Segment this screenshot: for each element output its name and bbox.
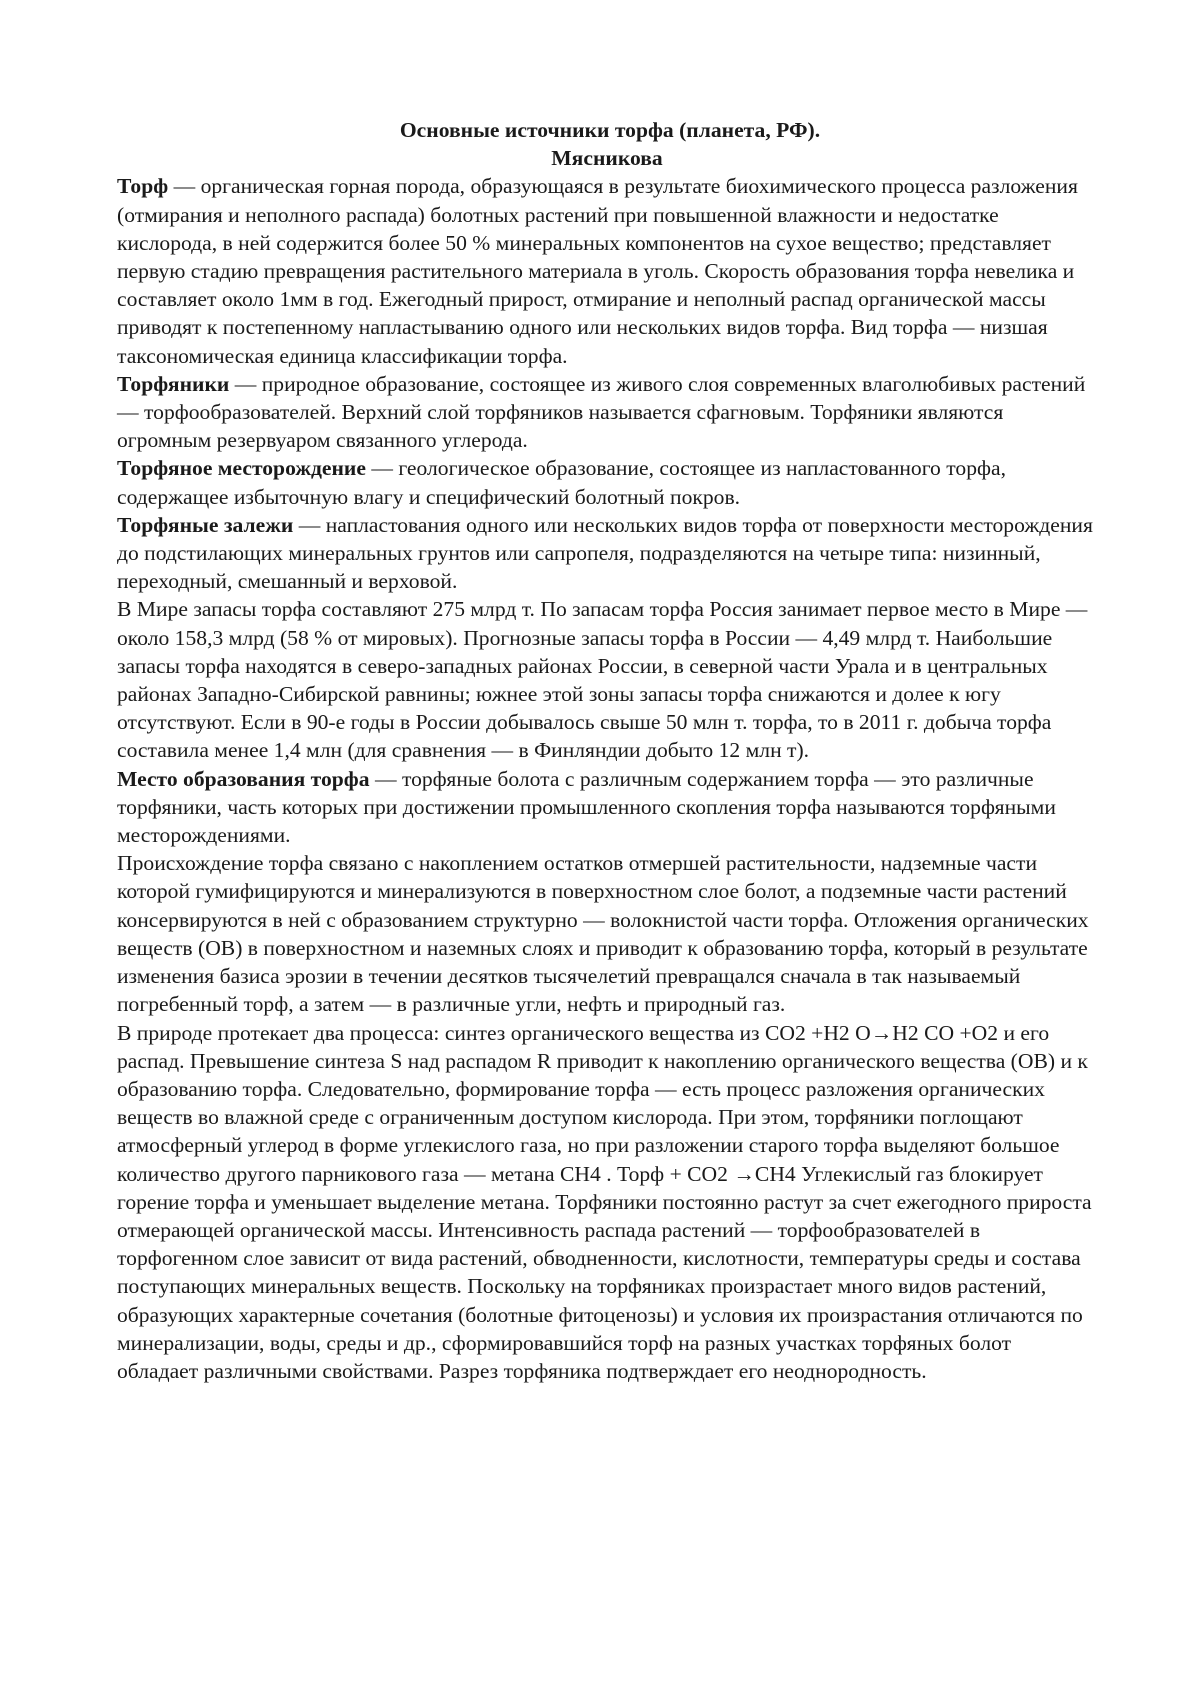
paragraph-text: В Мире запасы торфа составляют 275 млрд т. По запасам торфа Россия занимает первое место в Мире — около 158,3 млрд (58 % от мировых). Прогнозные запасы торфа в России — 4,49 млрд т. Наибольшие запасы торфа находятся в северо-западных районах России, в северной части Урала и в центральных районах Западно-Сибирской равнины; южнее этой зоны запасы торфа снижаются и долее к югу отсутствуют. Если в 90-е годы в России добывалось свыше 50 млн т. торфа, то в 2011 г. добыча торфа составила менее 1,4 млн (для сравнения — в Финляндии добыто 12 млн т). — [117, 597, 1088, 763]
paragraph-text: — природное образование, состоящее из живого слоя современных влаголюбивых растений — торфообразователей. Верхний слой торфяников называется сфагновым. Торфяники являются огромным резервуаром связанного углерода. — [117, 371, 1086, 453]
paragraph-definition-peat-deposit — [117, 454, 1097, 510]
paragraph-origin — [117, 849, 1097, 1018]
term-label: Торфяные залежи — [117, 512, 294, 537]
term-label: Торфяное месторождение — [117, 456, 366, 481]
paragraph-text: Происхождение торфа связано с накоплением остатков отмершей растительности, надземные части которой гумифицируются и минерализуются в поверхностном слое болот, а подземные части растений консервируются в ней с образованием структурно — волокнистой части торфа. Отложения органических веществ (ОВ) в поверхностном и наземных слоях и приводит к образованию торфа, который в результате изменения базиса эрозии в течении десятков тысячелетий превращался сначала в так называемый погребенный торф, а затем — в различные угли, нефть и природный газ. — [117, 851, 1089, 1017]
paragraph-processes — [117, 1019, 1097, 1386]
paragraph-text: — напластования одного или нескольких видов торфа от поверхности месторождения до подстилающих минеральных грунтов или сапропеля, подразделяются на четыре типа: низинный, переходный, смешанный и верховой. — [117, 512, 1093, 594]
paragraph-definition-peat-beds — [117, 511, 1097, 596]
paragraph-text: — геологическое образование, состоящее из напластованного торфа, содержащее избыточную влагу и специфический болотный покров. — [117, 456, 1006, 509]
paragraph-definition-formation-place — [117, 765, 1097, 850]
document-author: Мясникова — [551, 146, 663, 171]
term-label: Торф — [117, 174, 169, 199]
paragraph-world-reserves — [117, 595, 1097, 764]
paragraph-definition-peat — [117, 172, 1097, 369]
paragraph-text: — торфяные болота с различным содержанием торфа — это различные торфяники, часть которых при достижении промышленного скопления торфа называются торфяными месторождениями. — [117, 766, 1056, 848]
term-label: Торфяники — [117, 371, 230, 396]
term-label: Место образования торфа — [117, 766, 370, 791]
paragraph-text: В природе протекает два процесса: синтез органического вещества из СО2 +Н2 О→Н2 СО +О2 и его распад. Превышение синтеза S над распадом R приводит к накоплению органического вещества (ОВ) и к образованию торфа. Следовательно, формирование торфа — есть процесс разложения органических веществ во влажной среде с ограниченным доступом кислорода. При этом, торфяники поглощают атмосферный углерод в форме углекислого газа, но при разложении старого торфа выделяют большое количество другого парникового газа — метана СН4 . Торф + СО2 →СН4 Углекислый газ блокирует горение торфа и уменьшает выделение метана. Торфяники постоянно растут за счет ежегодного прироста отмерающей органической массы. Интенсивность распада растений — торфообразователей в торфогенном слое зависит от вида растений, обводненности, кислотности, температуры среды и состава поступающих минеральных веществ. Поскольку на торфяниках произрастает много видов растений, образующих характерные сочетания (болотные фитоценозы) и условия их произрастания отличаются по минерализации, воды, среды и др., сформировавшийся торф на разных участках торфяных болот обладает различными свойствами. Разрез торфяника подтверждает его неоднородность. — [117, 1020, 1092, 1383]
paragraph-definition-peatlands — [117, 370, 1097, 455]
document-title: Основные источники торфа (планета, РФ). — [399, 118, 821, 142]
document-body — [117, 116, 1097, 1385]
paragraph-text: — органическая горная порода, образующаяся в результате биохимического процесса разложения (отмирания и неполного распада) болотных растений при повышенной влажности и недостатке кислорода, в ней содержится более 50 % минеральных компонентов на сухое вещество; представляет первую стадию превращения растительного материала в уголь. Скорость образования торфа невелика и составляет около 1мм в год. Ежегодный прирост, отмирание и неполный распад органической массы приводят к постепенному напластыванию одного или нескольких видов торфа. Вид торфа — низшая таксономическая единица классификации торфа. — [117, 174, 1078, 368]
